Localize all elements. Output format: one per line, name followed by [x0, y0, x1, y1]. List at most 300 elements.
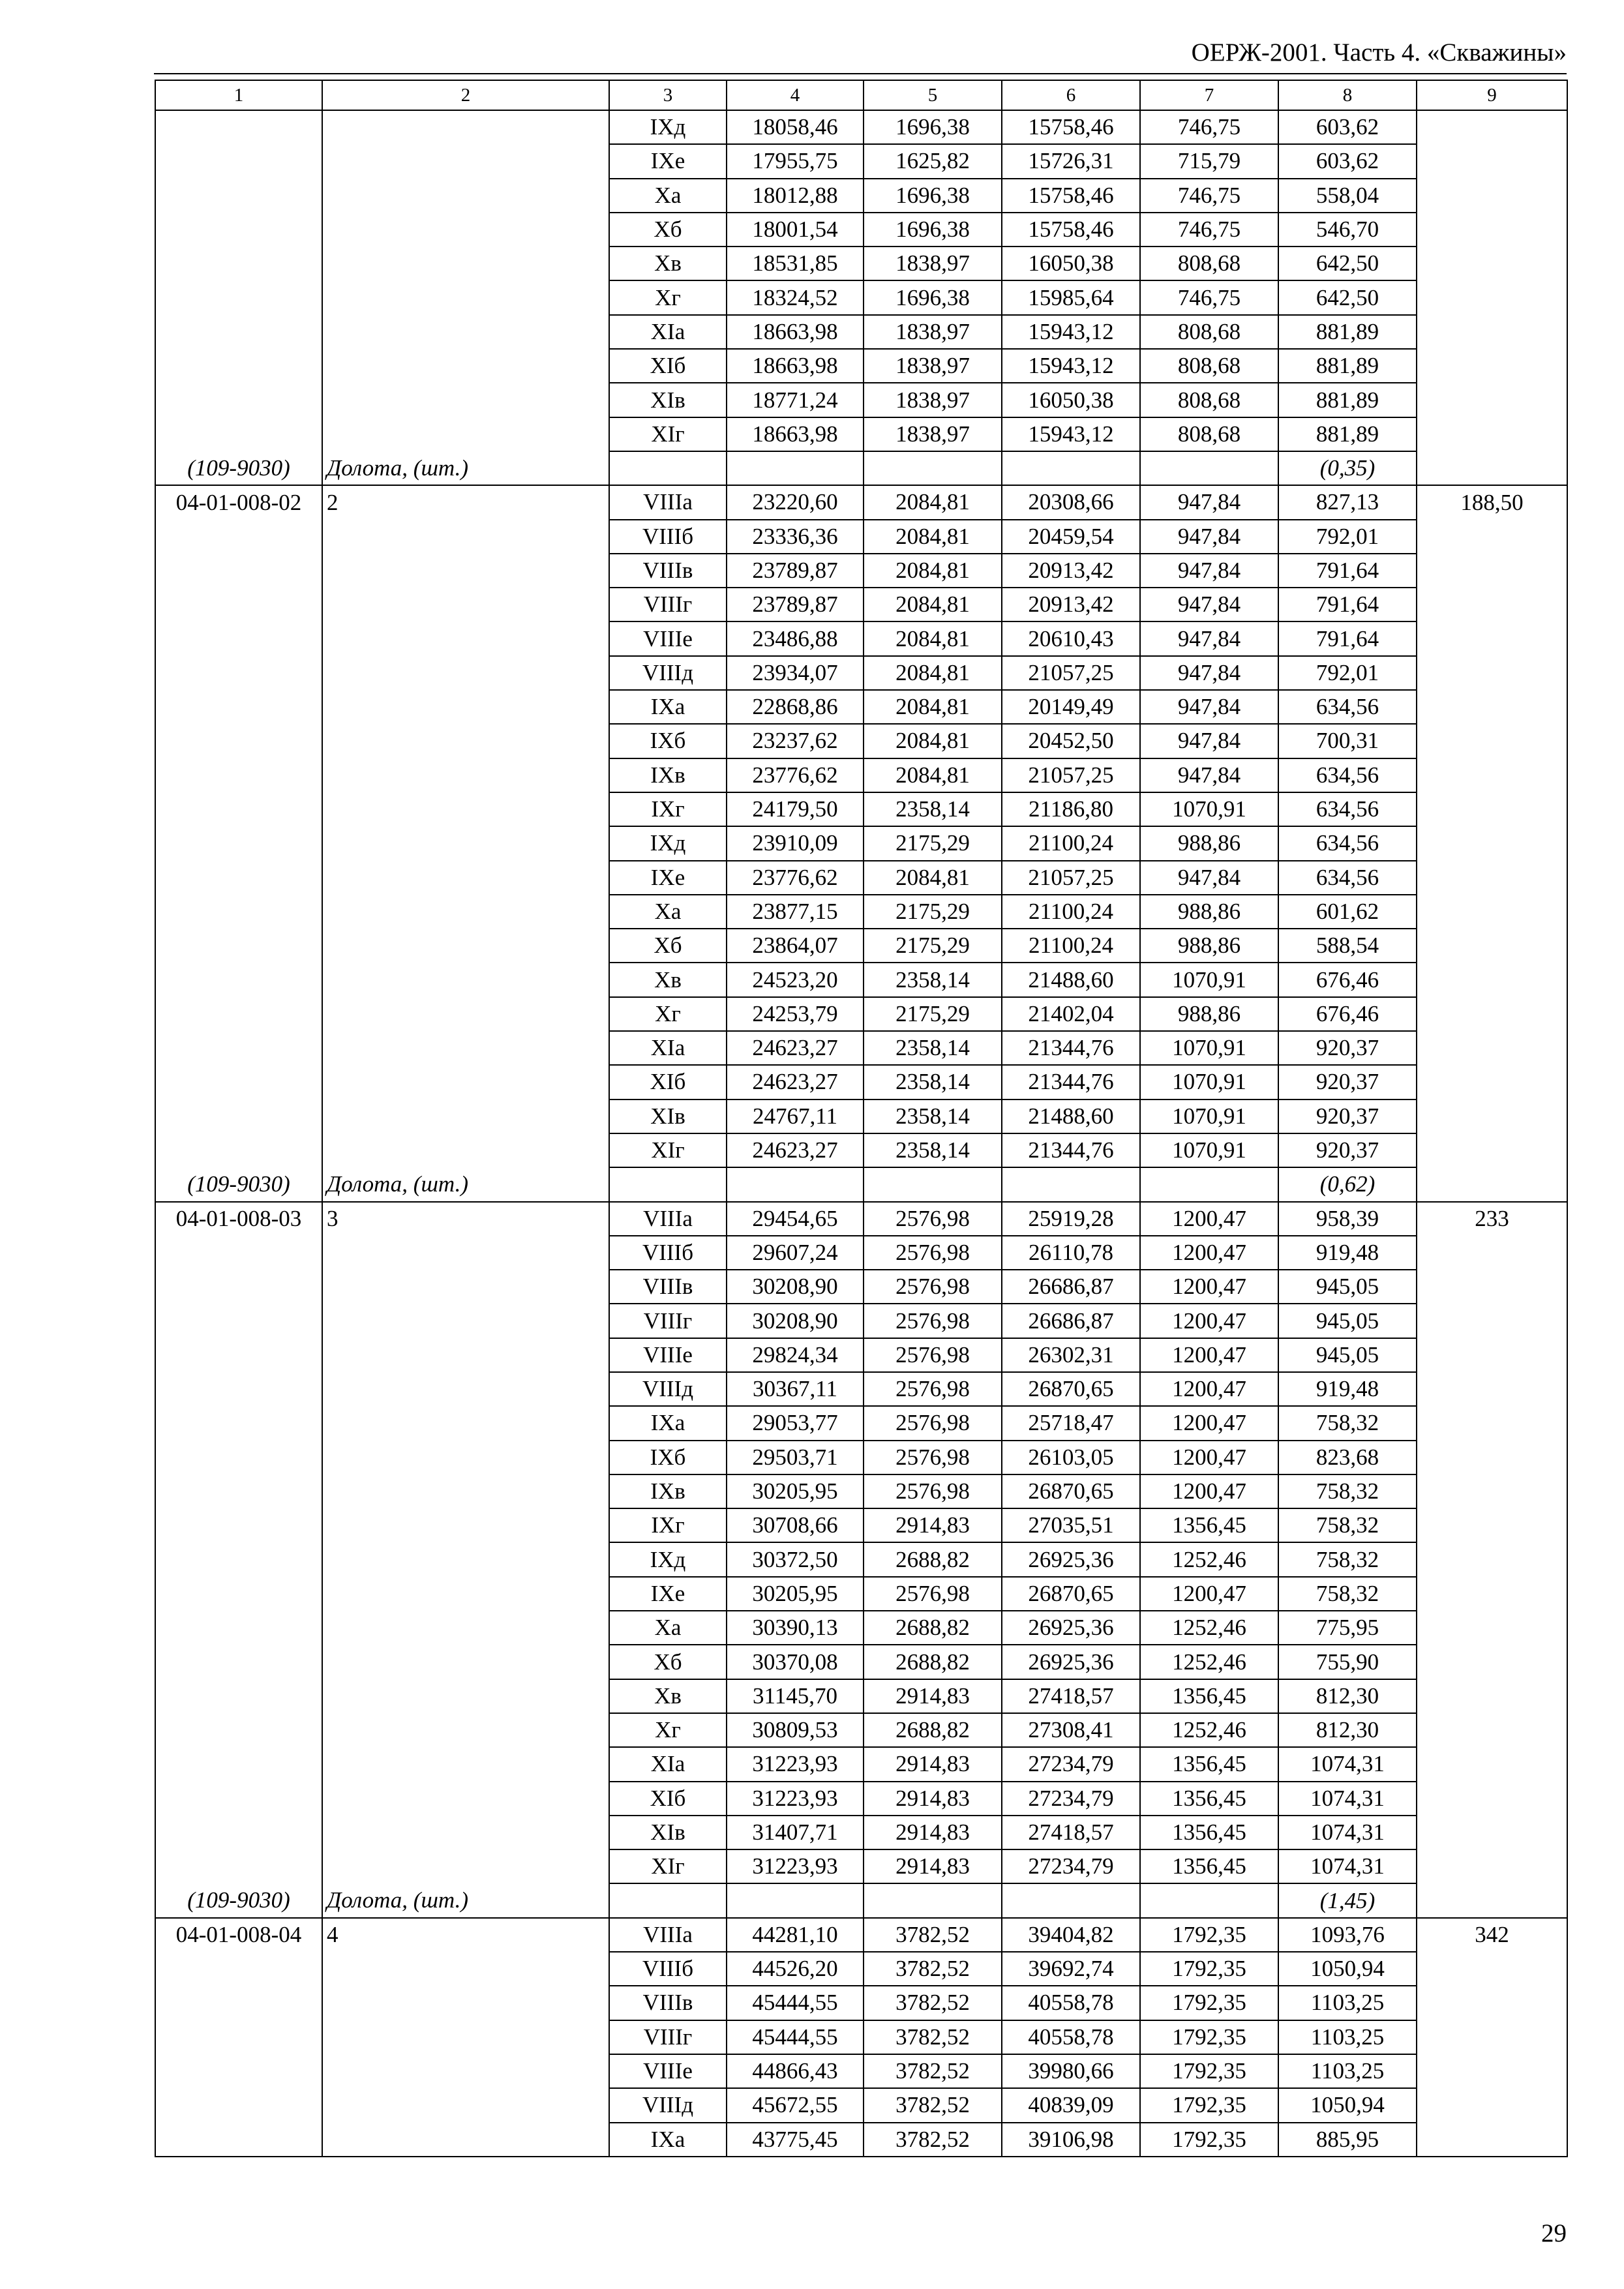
value-cell: 30390,13 [727, 1611, 864, 1645]
col9-cell [1417, 1133, 1567, 1167]
value-cell: 1070,91 [1140, 1100, 1278, 1133]
value-cell: 20913,42 [1002, 588, 1140, 621]
rate-name-cell [322, 997, 609, 1031]
value-cell: 808,68 [1140, 383, 1278, 417]
value-cell: 3782,52 [864, 1952, 1002, 1986]
table-row [155, 1236, 1567, 1270]
value-cell: 808,68 [1140, 247, 1278, 280]
rate-code-cell [155, 110, 322, 144]
col9-cell [1417, 929, 1567, 963]
value-cell: 23910,09 [727, 826, 864, 860]
value-cell: 27234,79 [1002, 1849, 1140, 1883]
rate-name-cell [322, 417, 609, 451]
value-cell: 808,68 [1140, 349, 1278, 383]
value-cell: 746,75 [1140, 280, 1278, 314]
col9-cell [1417, 179, 1567, 213]
table-row [155, 1611, 1567, 1645]
table-row [155, 349, 1567, 383]
value-cell: 791,64 [1278, 588, 1417, 621]
table-row [155, 758, 1567, 792]
col9-cell [1417, 2088, 1567, 2122]
value-cell: 27308,41 [1002, 1713, 1140, 1747]
column-number: 9 [1417, 80, 1567, 110]
value-cell: 1356,45 [1140, 1679, 1278, 1713]
table-row [155, 1133, 1567, 1167]
value-cell: 919,48 [1278, 1372, 1417, 1406]
value-cell: 812,30 [1278, 1713, 1417, 1747]
empty-cell [864, 1883, 1002, 1917]
value-cell: 30205,95 [727, 1577, 864, 1611]
value-cell: 2914,83 [864, 1782, 1002, 1816]
resource-quantity-cell: (0,62) [1278, 1167, 1417, 1201]
rate-code-cell [155, 1508, 322, 1542]
rate-name-cell [322, 826, 609, 860]
value-cell: 1200,47 [1140, 1577, 1278, 1611]
table-row [155, 179, 1567, 213]
value-cell: 1103,25 [1278, 2020, 1417, 2054]
column-number: 1 [155, 80, 322, 110]
category-cell: ХIб [609, 1782, 727, 1816]
value-cell: 21344,76 [1002, 1133, 1140, 1167]
table-row [155, 826, 1567, 860]
col9-cell [1417, 1372, 1567, 1406]
column-number: 4 [727, 80, 864, 110]
page-number: 29 [1541, 2219, 1567, 2247]
rate-name-cell [322, 1713, 609, 1747]
value-cell: 2175,29 [864, 997, 1002, 1031]
rate-name-cell [322, 963, 609, 996]
value-cell: 634,56 [1278, 792, 1417, 826]
value-cell: 18771,24 [727, 383, 864, 417]
rate-code-cell [155, 1338, 322, 1372]
value-cell: 1252,46 [1140, 1645, 1278, 1679]
category-cell: IХг [609, 792, 727, 826]
col9-cell: 188,50 [1417, 485, 1567, 519]
value-cell: 1356,45 [1140, 1782, 1278, 1816]
value-cell: 808,68 [1140, 315, 1278, 349]
rates-table [155, 80, 1568, 2157]
value-cell: 20149,49 [1002, 690, 1140, 724]
value-cell: 775,95 [1278, 1611, 1417, 1645]
rate-code-cell [155, 1304, 322, 1338]
value-cell: 29454,65 [727, 1202, 864, 1236]
value-cell: 26870,65 [1002, 1474, 1140, 1508]
value-cell: 39692,74 [1002, 1952, 1140, 1986]
value-cell: 881,89 [1278, 349, 1417, 383]
rate-name-cell [322, 1986, 609, 2020]
table-row [155, 2088, 1567, 2122]
rate-code-cell [155, 1782, 322, 1816]
value-cell: 1074,31 [1278, 1747, 1417, 1781]
category-cell: VIIIе [609, 1338, 727, 1372]
col9-cell [1417, 520, 1567, 554]
value-cell: 31223,93 [727, 1849, 864, 1883]
category-cell: VIIIг [609, 2020, 727, 2054]
value-cell: 958,39 [1278, 1202, 1417, 1236]
rate-name-cell [322, 1031, 609, 1065]
category-cell: IХа [609, 1406, 727, 1440]
empty-cell [1140, 451, 1278, 485]
value-cell: 791,64 [1278, 554, 1417, 588]
table-row [155, 588, 1567, 621]
rate-name-cell: 2 [322, 485, 609, 519]
col9-cell [1417, 1542, 1567, 1576]
table-row [155, 1304, 1567, 1338]
value-cell: 15758,46 [1002, 110, 1140, 144]
value-cell: 2688,82 [864, 1542, 1002, 1576]
rate-name-cell [322, 1577, 609, 1611]
value-cell: 808,68 [1140, 417, 1278, 451]
value-cell: 3782,52 [864, 2054, 1002, 2088]
rate-code-cell [155, 1065, 322, 1099]
col9-cell [1417, 349, 1567, 383]
value-cell: 2688,82 [864, 1713, 1002, 1747]
category-cell: IХа [609, 2123, 727, 2157]
value-cell: 1200,47 [1140, 1202, 1278, 1236]
category-cell: ХIг [609, 1849, 727, 1883]
value-cell: 1625,82 [864, 144, 1002, 178]
rate-code-cell [155, 1611, 322, 1645]
value-cell: 1070,91 [1140, 1065, 1278, 1099]
category-cell: ХIб [609, 1065, 727, 1099]
category-cell: Хг [609, 280, 727, 314]
value-cell: 2576,98 [864, 1406, 1002, 1440]
value-cell: 792,01 [1278, 520, 1417, 554]
value-cell: 2914,83 [864, 1508, 1002, 1542]
category-cell: Хг [609, 1713, 727, 1747]
table-row [155, 1270, 1567, 1304]
category-cell: VIIIб [609, 1236, 727, 1270]
value-cell: 1696,38 [864, 179, 1002, 213]
value-cell: 45444,55 [727, 2020, 864, 2054]
value-cell: 1200,47 [1140, 1406, 1278, 1440]
value-cell: 3782,52 [864, 2088, 1002, 2122]
value-cell: 25919,28 [1002, 1202, 1140, 1236]
table-row [155, 2020, 1567, 2054]
value-cell: 15726,31 [1002, 144, 1140, 178]
category-cell: VIIIд [609, 2088, 727, 2122]
value-cell: 26870,65 [1002, 1577, 1140, 1611]
value-cell: 30809,53 [727, 1713, 864, 1747]
category-cell: ХIа [609, 1747, 727, 1781]
col9-cell [1417, 895, 1567, 929]
value-cell: 2576,98 [864, 1441, 1002, 1474]
rate-name-cell [322, 1611, 609, 1645]
value-cell: 23776,62 [727, 758, 864, 792]
col9-cell [1417, 1577, 1567, 1611]
value-cell: 881,89 [1278, 417, 1417, 451]
col9-cell [1417, 724, 1567, 758]
col9-cell [1417, 383, 1567, 417]
col9-cell [1417, 1747, 1567, 1781]
value-cell: 1838,97 [864, 417, 1002, 451]
value-cell: 23934,07 [727, 656, 864, 690]
col9-cell [1417, 417, 1567, 451]
empty-cell [1002, 1167, 1140, 1201]
value-cell: 792,01 [1278, 656, 1417, 690]
rate-code-cell [155, 1713, 322, 1747]
table-row [155, 895, 1567, 929]
value-cell: 2084,81 [864, 554, 1002, 588]
table-row [155, 213, 1567, 247]
category-cell: IХе [609, 861, 727, 895]
table-row [155, 520, 1567, 554]
empty-cell [727, 451, 864, 485]
value-cell: 1696,38 [864, 213, 1002, 247]
table-row [155, 280, 1567, 314]
value-cell: 1200,47 [1140, 1372, 1278, 1406]
value-cell: 31145,70 [727, 1679, 864, 1713]
value-cell: 758,32 [1278, 1406, 1417, 1440]
value-cell: 20452,50 [1002, 724, 1140, 758]
document-header-title: ОЕРЖ-2001. Часть 4. «Скважины» [1191, 38, 1567, 67]
value-cell: 746,75 [1140, 179, 1278, 213]
empty-cell [1002, 1883, 1140, 1917]
rate-name-cell [322, 1304, 609, 1338]
col9-cell [1417, 213, 1567, 247]
column-number: 3 [609, 80, 727, 110]
value-cell: 20459,54 [1002, 520, 1140, 554]
value-cell: 947,84 [1140, 520, 1278, 554]
category-cell: Ха [609, 895, 727, 929]
value-cell: 21057,25 [1002, 758, 1140, 792]
value-cell: 2576,98 [864, 1372, 1002, 1406]
rate-name-cell [322, 1952, 609, 1986]
value-cell: 18663,98 [727, 417, 864, 451]
value-cell: 2688,82 [864, 1611, 1002, 1645]
value-cell: 26686,87 [1002, 1304, 1140, 1338]
col9-cell [1417, 1816, 1567, 1849]
rate-name-cell [322, 144, 609, 178]
value-cell: 588,54 [1278, 929, 1417, 963]
value-cell: 746,75 [1140, 213, 1278, 247]
value-cell: 2084,81 [864, 485, 1002, 519]
col9-cell [1417, 144, 1567, 178]
value-cell: 21100,24 [1002, 826, 1140, 860]
category-cell: IХб [609, 724, 727, 758]
value-cell: 3782,52 [864, 1986, 1002, 2020]
table-row [155, 1918, 1567, 1952]
value-cell: 22868,86 [727, 690, 864, 724]
rate-code-cell [155, 2123, 322, 2157]
value-cell: 15985,64 [1002, 280, 1140, 314]
value-cell: 21488,60 [1002, 963, 1140, 996]
value-cell: 791,64 [1278, 621, 1417, 655]
col9-cell [1417, 1849, 1567, 1883]
value-cell: 2914,83 [864, 1679, 1002, 1713]
rate-code-cell [155, 417, 322, 451]
value-cell: 23220,60 [727, 485, 864, 519]
value-cell: 988,86 [1140, 997, 1278, 1031]
value-cell: 2358,14 [864, 963, 1002, 996]
value-cell: 2358,14 [864, 1100, 1002, 1133]
table-row [155, 1679, 1567, 1713]
value-cell: 1792,35 [1140, 1952, 1278, 1986]
value-cell: 24623,27 [727, 1065, 864, 1099]
value-cell: 634,56 [1278, 758, 1417, 792]
rate-name-cell [322, 2088, 609, 2122]
table-row [155, 2123, 1567, 2157]
table-row [155, 997, 1567, 1031]
col9-cell [1417, 1236, 1567, 1270]
category-cell: VIIIв [609, 1986, 727, 2020]
col9-cell [1417, 1406, 1567, 1440]
rate-name-cell [322, 724, 609, 758]
col9-cell [1417, 1031, 1567, 1065]
value-cell: 2358,14 [864, 1133, 1002, 1167]
rate-code-cell [155, 2020, 322, 2054]
value-cell: 23486,88 [727, 621, 864, 655]
rate-code-cell [155, 588, 322, 621]
rate-code-cell [155, 2088, 322, 2122]
value-cell: 1838,97 [864, 383, 1002, 417]
table-row [155, 1065, 1567, 1099]
resource-quantity-cell: (1,45) [1278, 1883, 1417, 1917]
col9-cell [1417, 588, 1567, 621]
table-row [155, 1100, 1567, 1133]
table-row [155, 963, 1567, 996]
value-cell: 23789,87 [727, 588, 864, 621]
value-cell: 1103,25 [1278, 1986, 1417, 2020]
col9-cell [1417, 792, 1567, 826]
rate-name-cell [322, 1406, 609, 1440]
col9-cell [1417, 110, 1567, 144]
value-cell: 27234,79 [1002, 1782, 1140, 1816]
value-cell: 26103,05 [1002, 1441, 1140, 1474]
col9-cell [1417, 2054, 1567, 2088]
value-cell: 715,79 [1140, 144, 1278, 178]
rate-name-cell [322, 520, 609, 554]
value-cell: 39404,82 [1002, 1918, 1140, 1952]
col9-cell [1417, 2020, 1567, 2054]
value-cell: 2084,81 [864, 621, 1002, 655]
value-cell: 15943,12 [1002, 349, 1140, 383]
table-row [155, 1782, 1567, 1816]
table-row [155, 792, 1567, 826]
col9-cell [1417, 1679, 1567, 1713]
col9-cell [1417, 1611, 1567, 1645]
value-cell: 1792,35 [1140, 1918, 1278, 1952]
empty-cell [1140, 1883, 1278, 1917]
value-cell: 920,37 [1278, 1031, 1417, 1065]
value-cell: 885,95 [1278, 2123, 1417, 2157]
category-cell: IХб [609, 1441, 727, 1474]
value-cell: 30367,11 [727, 1372, 864, 1406]
rate-name-cell [322, 2020, 609, 2054]
value-cell: 26110,78 [1002, 1236, 1140, 1270]
value-cell: 1792,35 [1140, 2088, 1278, 2122]
category-cell: ХIб [609, 349, 727, 383]
value-cell: 30708,66 [727, 1508, 864, 1542]
rate-name-cell [322, 1816, 609, 1849]
value-cell: 27234,79 [1002, 1747, 1140, 1781]
rate-code-cell [155, 247, 322, 280]
table-row [155, 861, 1567, 895]
rate-code-cell [155, 383, 322, 417]
value-cell: 945,05 [1278, 1304, 1417, 1338]
value-cell: 45444,55 [727, 1986, 864, 2020]
value-cell: 1200,47 [1140, 1474, 1278, 1508]
value-cell: 44526,20 [727, 1952, 864, 1986]
value-cell: 676,46 [1278, 997, 1417, 1031]
column-number: 6 [1002, 80, 1140, 110]
col9-cell [1417, 1167, 1567, 1201]
rate-code-cell [155, 1849, 322, 1883]
value-cell: 3782,52 [864, 2123, 1002, 2157]
table-row [155, 1372, 1567, 1406]
rate-name-cell [322, 1508, 609, 1542]
value-cell: 947,84 [1140, 690, 1278, 724]
value-cell: 16050,38 [1002, 247, 1140, 280]
value-cell: 642,50 [1278, 280, 1417, 314]
value-cell: 920,37 [1278, 1065, 1417, 1099]
resource-name-cell: Долота, (шт.) [322, 1883, 609, 1917]
value-cell: 546,70 [1278, 213, 1417, 247]
footer-row [155, 1883, 1567, 1917]
value-cell: 1838,97 [864, 247, 1002, 280]
rate-name-cell [322, 1100, 609, 1133]
rate-code-cell [155, 280, 322, 314]
col9-cell [1417, 1883, 1567, 1917]
value-cell: 601,62 [1278, 895, 1417, 929]
rate-code-cell [155, 1679, 322, 1713]
col9-cell [1417, 1645, 1567, 1679]
col9-cell [1417, 2123, 1567, 2157]
value-cell: 15943,12 [1002, 315, 1140, 349]
value-cell: 1200,47 [1140, 1338, 1278, 1372]
value-cell: 18001,54 [727, 213, 864, 247]
table-row [155, 1508, 1567, 1542]
rate-code-cell [155, 1133, 322, 1167]
value-cell: 15758,46 [1002, 179, 1140, 213]
value-cell: 2914,83 [864, 1816, 1002, 1849]
rate-code-cell: 04-01-008-03 [155, 1202, 322, 1236]
column-number: 8 [1278, 80, 1417, 110]
col9-cell [1417, 826, 1567, 860]
rate-code-cell [155, 520, 322, 554]
value-cell: 2084,81 [864, 758, 1002, 792]
value-cell: 2576,98 [864, 1338, 1002, 1372]
value-cell: 21057,25 [1002, 861, 1140, 895]
value-cell: 39980,66 [1002, 2054, 1140, 2088]
rate-code-cell [155, 1406, 322, 1440]
rate-code-cell [155, 2054, 322, 2088]
value-cell: 2358,14 [864, 792, 1002, 826]
rate-name-cell: 3 [322, 1202, 609, 1236]
value-cell: 1200,47 [1140, 1441, 1278, 1474]
table-row [155, 656, 1567, 690]
rate-name-cell [322, 1236, 609, 1270]
value-cell: 16050,38 [1002, 383, 1140, 417]
category-cell: ХIв [609, 1816, 727, 1849]
value-cell: 25718,47 [1002, 1406, 1140, 1440]
value-cell: 947,84 [1140, 588, 1278, 621]
col9-cell [1417, 1065, 1567, 1099]
value-cell: 1356,45 [1140, 1508, 1278, 1542]
empty-cell [1140, 1167, 1278, 1201]
rate-code-cell [155, 826, 322, 860]
category-cell: VIIIб [609, 1952, 727, 1986]
value-cell: 39106,98 [1002, 2123, 1140, 2157]
value-cell: 919,48 [1278, 1236, 1417, 1270]
rate-name-cell [322, 1065, 609, 1099]
col9-cell [1417, 1441, 1567, 1474]
value-cell: 1200,47 [1140, 1236, 1278, 1270]
value-cell: 945,05 [1278, 1270, 1417, 1304]
value-cell: 2358,14 [864, 1065, 1002, 1099]
value-cell: 26870,65 [1002, 1372, 1140, 1406]
col9-cell [1417, 690, 1567, 724]
